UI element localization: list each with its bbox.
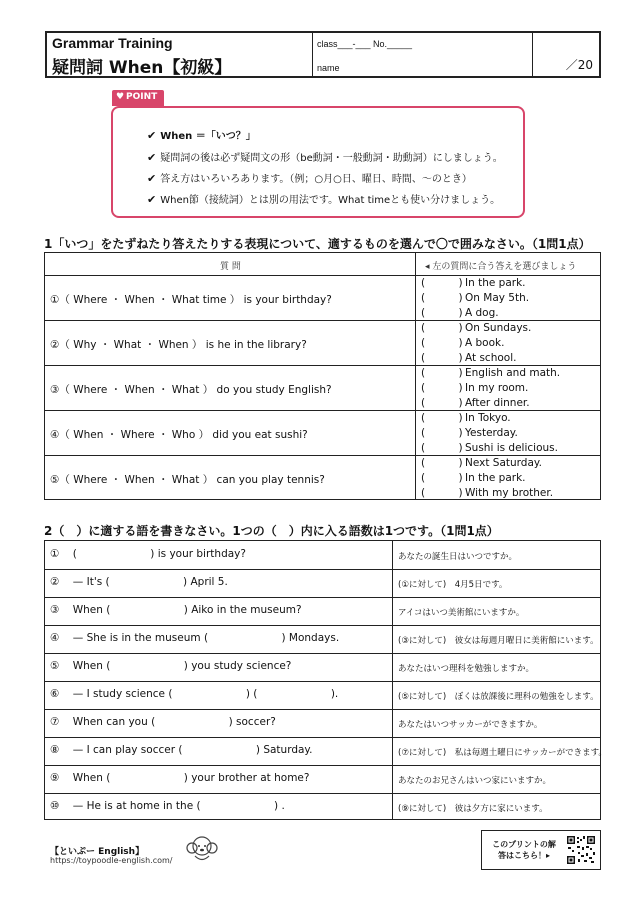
section1-title: 1「いつ」をたずねたり答えたりする表現について、適するものを選んで〇で囲みなさい。（1問1点） — [44, 237, 591, 251]
question-1[interactable]: ①（ Where ・ When ・ What time ） is your birthday? — [50, 294, 332, 306]
point-box — [111, 106, 525, 218]
japanese-translation: アイコはいつ美術館にいますか。 — [398, 608, 525, 618]
student-info-cell — [312, 33, 533, 76]
fill-in-question[interactable]: ① ( ) is your birthday? — [50, 548, 246, 560]
answer-option[interactable]: ( ) A dog. — [421, 307, 499, 319]
fill-in-question[interactable]: ⑥ — I study science ( ) ( ). — [50, 688, 339, 700]
japanese-translation: (⑦に対して) 私は毎週土曜日にサッカーができます。 — [398, 748, 607, 758]
title-cell — [47, 33, 313, 76]
answer-option[interactable]: ( ) On Sundays. — [421, 322, 532, 334]
fill-in-question[interactable]: ⑤ When ( ) you study science? — [50, 660, 292, 672]
fill-in-question[interactable]: ⑧ — I can play soccer ( ) Saturday. — [50, 744, 313, 756]
answer-option[interactable]: ( ) In the park. — [421, 277, 526, 289]
score-total: ／20 — [565, 58, 593, 72]
answer-option[interactable]: ( ) Next Saturday. — [421, 457, 542, 469]
point-line: ✔ When ＝「いつ？」 — [147, 129, 256, 142]
score-cell — [532, 33, 599, 76]
answer-option[interactable]: ( ) At school. — [421, 352, 517, 364]
answer-link-text[interactable]: このプリントの解答はこちら！▸ — [492, 840, 556, 860]
fill-in-question[interactable]: ④ — She is in the museum ( ) Mondays. — [50, 632, 340, 644]
question-2[interactable]: ②（ Why ・ What ・ When ） is he in the library? — [50, 339, 307, 351]
point-line: ✔ 疑問詞の後は必ず疑問文の形（be動詞・一般動詞・助動詞）にしましょう。 — [147, 151, 503, 164]
japanese-translation: あなたはいつ理科を勉強しますか。 — [398, 664, 535, 674]
poodle-logo-icon — [183, 832, 221, 866]
japanese-translation: (③に対して) 彼女は毎週月曜日に美術館にいます。 — [398, 636, 599, 646]
brand-name: 【といぷー English】 — [50, 847, 145, 857]
question-column-header: 質 問 — [220, 262, 241, 272]
qr-code-icon[interactable] — [566, 835, 596, 865]
fill-in-question[interactable]: ⑩ — He is at home in the ( ) . — [50, 800, 285, 812]
answer-option[interactable]: ( ) On May 5th. — [421, 292, 530, 304]
section2-table — [44, 540, 607, 820]
pin-icon: ♥ — [116, 92, 125, 102]
class-number-field[interactable]: class___-___ No._____ — [317, 39, 413, 49]
answer-column-header: ◂ 左の質問に合う答えを選びましょう — [425, 262, 577, 272]
fill-in-question[interactable]: ⑨ When ( ) your brother at home? — [50, 772, 310, 784]
answer-option[interactable]: ( ) In my room. — [421, 382, 529, 394]
answer-option[interactable]: ( ) After dinner. — [421, 397, 530, 409]
check-icon: ✔ — [147, 193, 157, 206]
japanese-translation: (⑨に対して) 彼は夕方に家にいます。 — [398, 804, 548, 814]
question-4[interactable]: ④（ When ・ Where ・ Who ） did you eat sushi? — [50, 429, 308, 441]
answer-option[interactable]: ( ) Yesterday. — [421, 427, 518, 439]
japanese-translation: あなたはいつサッカーができますか。 — [398, 720, 543, 730]
answer-option[interactable]: ( ) Sushi is delicious. — [421, 442, 558, 454]
point-line: ✔ When節（接続詞）とは別の用法です。What timeとも使い分けましょう。 — [147, 193, 501, 206]
question-3[interactable]: ③（ Where ・ When ・ What ） do you study English? — [50, 384, 332, 396]
answer-option[interactable]: ( ) A book. — [421, 337, 505, 349]
fill-in-question[interactable]: ⑦ When can you ( ) soccer? — [50, 716, 276, 728]
point-line: ✔ 答え方はいろいろあります。（例；○月○日、曜日、時間、～のとき） — [147, 172, 472, 185]
site-link[interactable]: https://toypoodle-english.com/ — [50, 856, 173, 865]
answer-link-box[interactable] — [481, 830, 601, 870]
title-japanese: 疑問詞 When【初級】 — [52, 58, 232, 78]
answer-option[interactable]: ( ) In Tokyo. — [421, 412, 511, 424]
answer-option[interactable]: ( ) With my brother. — [421, 487, 554, 499]
fill-in-question[interactable]: ③ When ( ) Aiko in the museum? — [50, 604, 302, 616]
worksheet-header — [45, 31, 601, 78]
japanese-translation: あなたのお兄さんはいつ家にいますか。 — [398, 776, 552, 786]
answer-option[interactable]: ( ) English and math. — [421, 367, 561, 379]
japanese-translation: (⑤に対して) ぼくは放課後に理科の勉強をします。 — [398, 692, 599, 702]
japanese-translation: (①に対して) 4月5日です。 — [398, 580, 508, 590]
fill-in-question[interactable]: ② — It's ( ) April 5. — [50, 576, 228, 588]
check-icon: ✔ — [147, 151, 157, 164]
name-field[interactable]: name — [317, 63, 340, 73]
answer-option[interactable]: ( ) In the park. — [421, 472, 526, 484]
check-icon: ✔ — [147, 129, 157, 142]
title-english: Grammar Training — [52, 35, 173, 51]
section1-table — [44, 252, 601, 500]
japanese-translation: あなたの誕生日はいつですか。 — [398, 552, 518, 562]
section2-title: 2（ ）に適する語を書きなさい。1つの（ ）内に入る語数は1つです。（1問1点） — [44, 524, 499, 538]
point-tag-label: POINT — [126, 92, 158, 102]
point-tag — [112, 90, 164, 106]
question-5[interactable]: ⑤（ Where ・ When ・ What ） can you play tennis? — [50, 474, 325, 486]
check-icon: ✔ — [147, 172, 157, 185]
